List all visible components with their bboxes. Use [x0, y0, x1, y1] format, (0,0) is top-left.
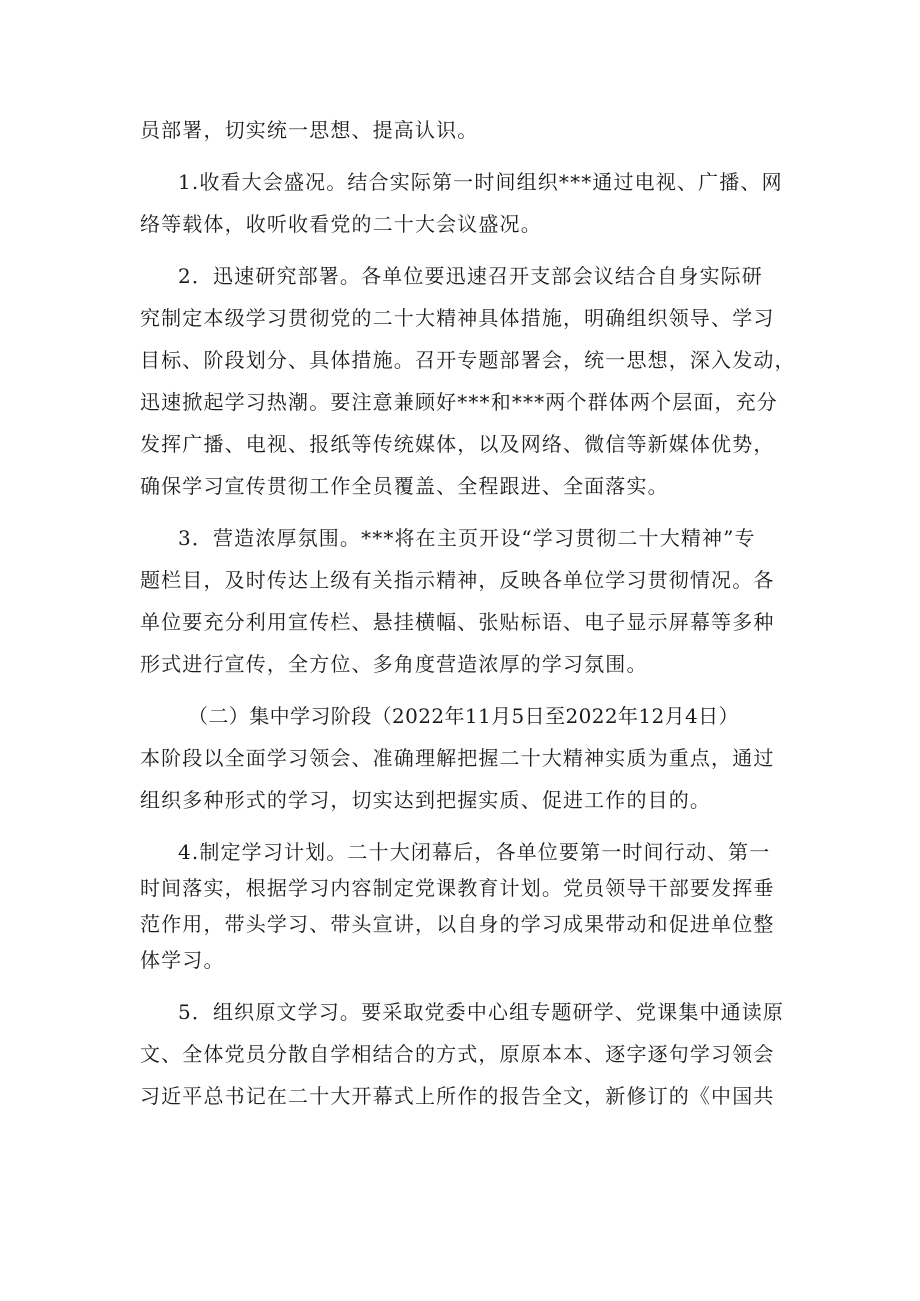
paragraph-line: 时间落实，根据学习内容制定党课教育计划。党员领导干部要发挥垂: [140, 876, 775, 900]
paragraph-line: 文、全体党员分散自学相结合的方式，原原本本、逐字逐句学习领会: [140, 1042, 775, 1066]
paragraph-line: 习近平总书记在二十大开幕式上所作的报告全文，新修订的《中国共: [140, 1084, 775, 1108]
item-3-title-line: 3．营造浓厚氛围。***将在主页开设“学习贯彻二十大精神”专: [178, 526, 756, 550]
paragraph-line: 范作用，带头学习、带头宣讲，以自身的学习成果带动和促进单位整: [140, 912, 775, 936]
paragraph-line: 发挥广播、电视、报纸等传统媒体，以及网络、微信等新媒体优势，: [140, 432, 775, 456]
paragraph-line: 迅速掀起学习热潮。要注意兼顾好***和***两个群体两个层面，充分: [140, 390, 778, 414]
paragraph-line: 确保学习宣传贯彻工作全员覆盖、全程跟进、全面落实。: [140, 474, 669, 498]
item-5-title-line: 5．组织原文学习。要采取党委中心组专题研学、党课集中通读原: [178, 1000, 785, 1024]
paragraph-line: 目标、阶段划分、具体措施。召开专题部署会，统一思想，深入发动，: [140, 348, 796, 372]
paragraph-line: 单位要充分利用宣传栏、悬挂横幅、张贴标语、电子显示屏幕等多种: [140, 610, 775, 634]
item-1-title-line: 1.收看大会盛况。结合实际第一时间组织***通过电视、广播、网: [178, 170, 783, 194]
paragraph-line: 本阶段以全面学习领会、准确理解把握二十大精神实质为重点，通过: [140, 746, 775, 770]
paragraph-line: 组织多种形式的学习，切实达到把握实质、促进工作的目的。: [140, 788, 712, 812]
section-heading: （二）集中学习阶段（2022年11月5日至2022年12月4日）: [188, 704, 739, 728]
paragraph-line: 体学习。: [140, 948, 225, 972]
item-2-title-line: 2．迅速研究部署。各单位要迅速召开支部会议结合自身实际研: [178, 264, 763, 288]
item-4-title-line: 4.制定学习计划。二十大闭幕后，各单位要第一时间行动、第一: [178, 840, 771, 864]
paragraph-line: 究制定本级学习贯彻党的二十大精神具体措施，明确组织领导、学习: [140, 306, 775, 330]
paragraph-line: 形式进行宣传，全方位、多角度营造浓厚的学习氛围。: [140, 652, 648, 676]
paragraph-line: 络等载体，收听收看党的二十大会议盛况。: [140, 212, 542, 236]
paragraph-line: 题栏目，及时传达上级有关指示精神，反映各单位学习贯彻情况。各: [140, 568, 775, 592]
paragraph-line: 员部署，切实统一思想、提高认识。: [140, 118, 479, 142]
